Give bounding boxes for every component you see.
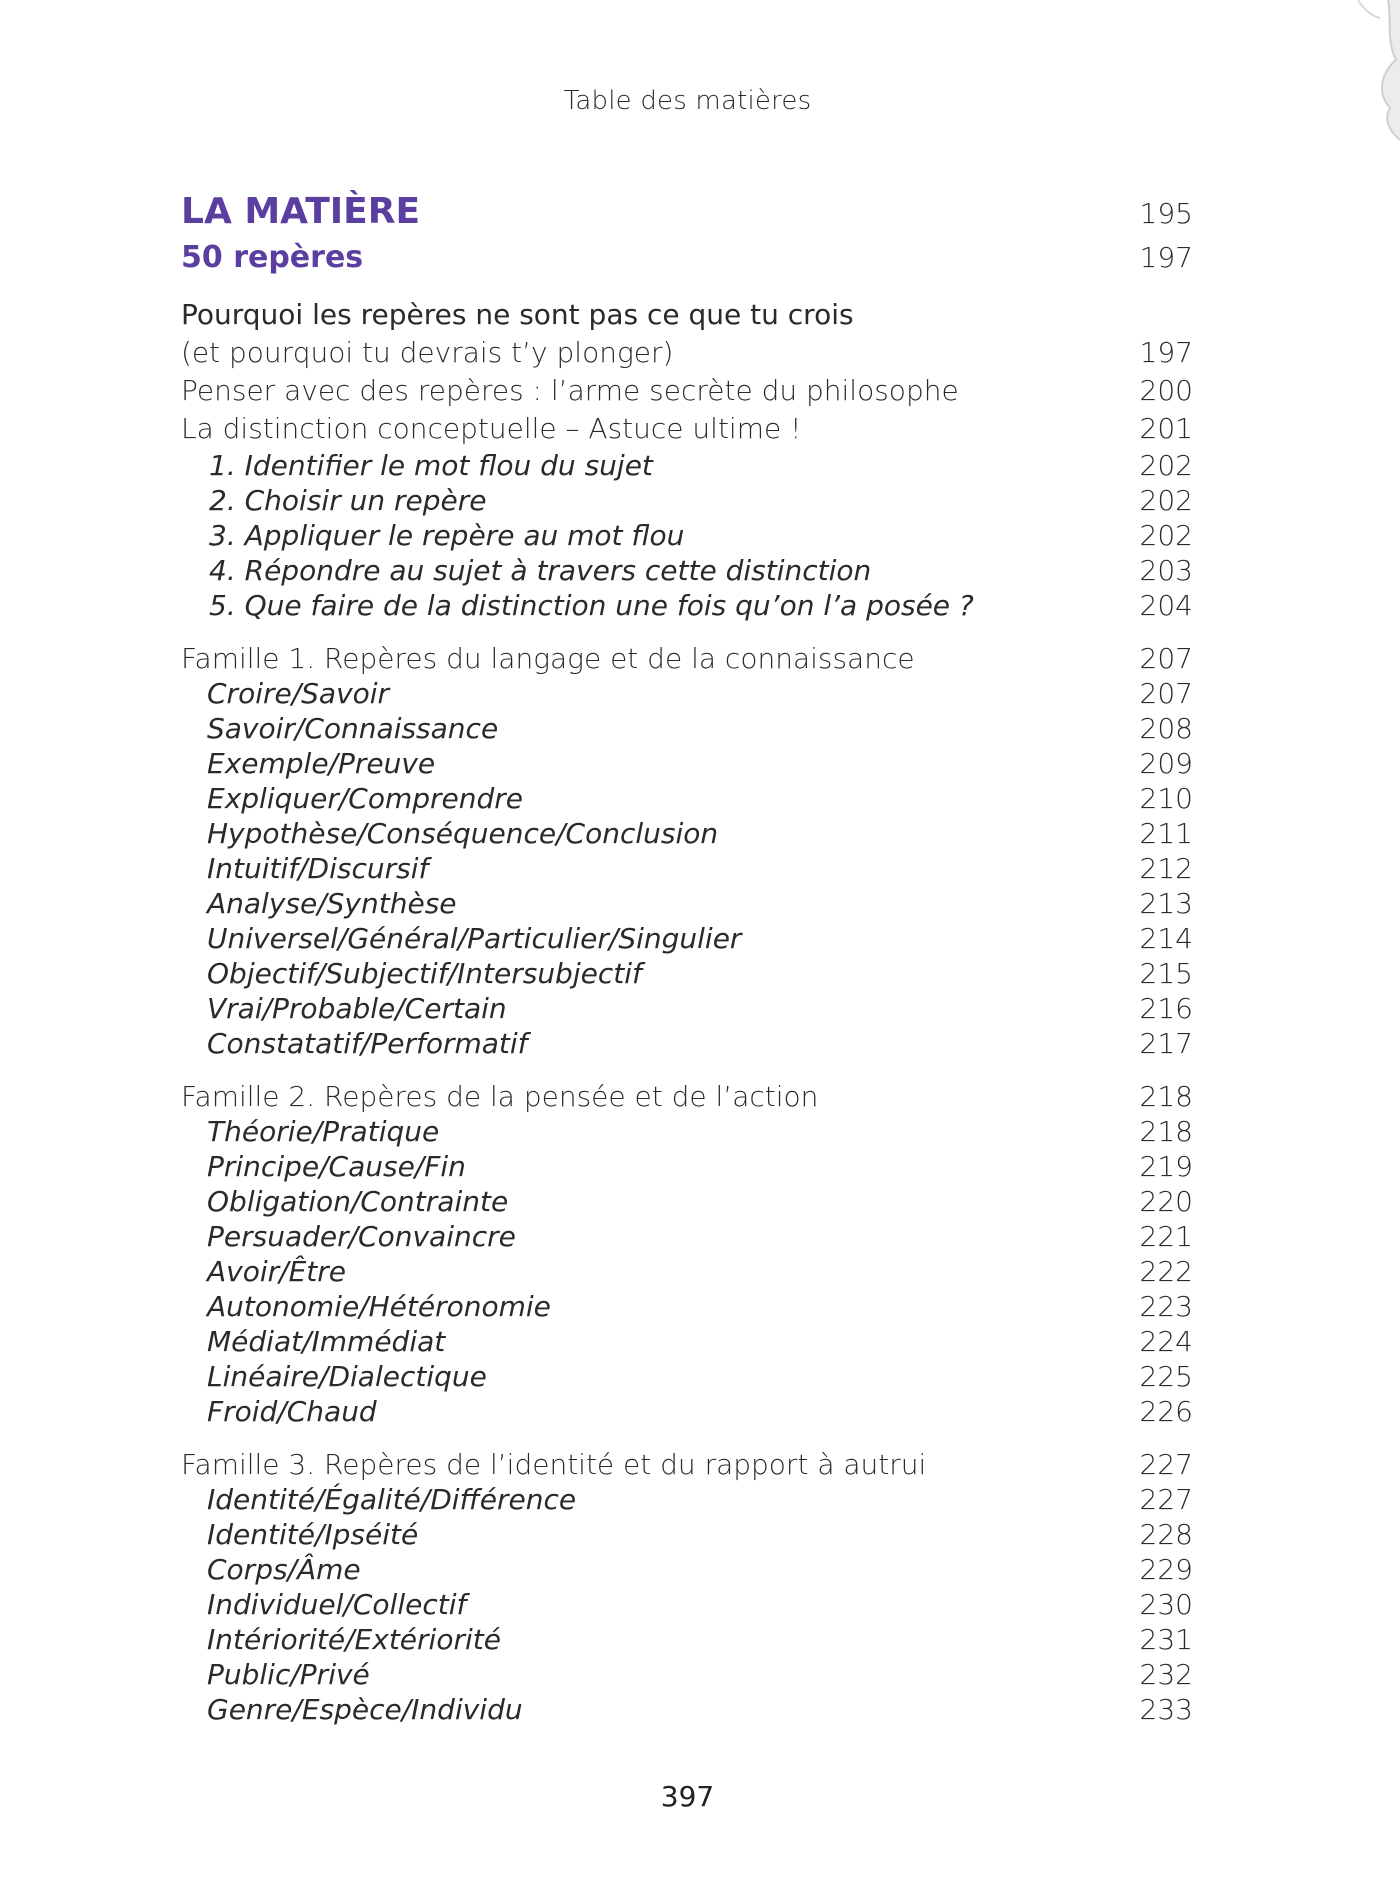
reference-entry-page: 217 bbox=[1139, 1027, 1193, 1060]
step-entry[interactable] bbox=[181, 588, 1193, 623]
family-section bbox=[181, 1079, 1193, 1429]
table-of-contents bbox=[181, 190, 1193, 1727]
reference-entry-page: 226 bbox=[1139, 1395, 1193, 1428]
reference-entry-label: Corps/Âme bbox=[207, 1553, 361, 1586]
toc-entry-page: 197 bbox=[1139, 336, 1193, 369]
reference-entry-label: Public/Privé bbox=[207, 1658, 370, 1691]
reference-entry[interactable] bbox=[181, 991, 1193, 1026]
reference-entry-page: 225 bbox=[1139, 1360, 1193, 1393]
step-entry[interactable] bbox=[181, 518, 1193, 553]
subsection-entry[interactable] bbox=[181, 240, 1193, 284]
toc-entry-label: (et pourquoi tu devrais t’y plonger) bbox=[181, 336, 674, 369]
reference-entry-label: Genre/Espèce/Individu bbox=[207, 1693, 523, 1726]
family-heading[interactable] bbox=[181, 1079, 1193, 1114]
reference-entry-label: Persuader/Convaincre bbox=[207, 1220, 516, 1253]
reference-entry-label: Principe/Cause/Fin bbox=[207, 1150, 466, 1183]
toc-entry-label: La distinction conceptuelle – Astuce ultime ! bbox=[181, 412, 802, 445]
family-heading-label: Famille 3. Repères de l’identité et du rapport à autrui bbox=[181, 1448, 927, 1481]
toc-entry-page: 200 bbox=[1139, 374, 1193, 407]
reference-entry[interactable] bbox=[181, 1184, 1193, 1219]
step-entry-page: 203 bbox=[1139, 554, 1193, 587]
reference-entry[interactable] bbox=[181, 851, 1193, 886]
reference-entry-page: 219 bbox=[1139, 1150, 1193, 1183]
step-entry-label: 3. Appliquer le repère au mot flou bbox=[209, 519, 685, 552]
toc-entry-page: 201 bbox=[1139, 412, 1193, 445]
intro-block bbox=[181, 296, 1193, 623]
reference-entry-label: Intuitif/Discursif bbox=[207, 852, 429, 885]
reference-entry-label: Autonomie/Hétéronomie bbox=[207, 1290, 551, 1323]
reference-entry[interactable] bbox=[181, 1219, 1193, 1254]
reference-entry-page: 230 bbox=[1139, 1588, 1193, 1621]
reference-entry-page: 209 bbox=[1139, 747, 1193, 780]
reference-entry-page: 222 bbox=[1139, 1255, 1193, 1288]
family-section bbox=[181, 1447, 1193, 1727]
reference-entry-label: Universel/Général/Particulier/Singulier bbox=[207, 922, 742, 955]
reference-entry[interactable] bbox=[181, 1482, 1193, 1517]
step-entry-page: 202 bbox=[1139, 519, 1193, 552]
reference-entry-page: 227 bbox=[1139, 1483, 1193, 1516]
reference-entry-page: 223 bbox=[1139, 1290, 1193, 1323]
step-entry[interactable] bbox=[181, 448, 1193, 483]
reference-entry-page: 216 bbox=[1139, 992, 1193, 1025]
family-heading-page: 207 bbox=[1139, 642, 1193, 675]
reference-entry[interactable] bbox=[181, 956, 1193, 991]
reference-entry-label: Constatatif/Performatif bbox=[207, 1027, 528, 1060]
reference-entry-label: Linéaire/Dialectique bbox=[207, 1360, 487, 1393]
reference-entry[interactable] bbox=[181, 676, 1193, 711]
reference-entry[interactable] bbox=[181, 1622, 1193, 1657]
reference-entry[interactable] bbox=[181, 921, 1193, 956]
toc-entry[interactable] bbox=[181, 410, 1193, 448]
family-heading-label: Famille 1. Repères du langage et de la connaissance bbox=[181, 642, 915, 675]
reference-entry-page: 231 bbox=[1139, 1623, 1193, 1656]
reference-entry[interactable] bbox=[181, 1692, 1193, 1727]
reference-entry-page: 211 bbox=[1139, 817, 1193, 850]
section-title: LA MATIÈRE bbox=[181, 191, 421, 232]
reference-entry-page: 218 bbox=[1139, 1115, 1193, 1148]
reference-entry-label: Identité/Égalité/Différence bbox=[207, 1483, 577, 1516]
reference-entry-page: 233 bbox=[1139, 1693, 1193, 1726]
step-entry-label: 1. Identifier le mot flou du sujet bbox=[209, 449, 653, 482]
reference-entry[interactable] bbox=[181, 1657, 1193, 1692]
reference-entry[interactable] bbox=[181, 1517, 1193, 1552]
section-page: 195 bbox=[1139, 197, 1193, 230]
reference-entry[interactable] bbox=[181, 1026, 1193, 1061]
reference-entry-label: Avoir/Être bbox=[207, 1255, 346, 1288]
step-entry-page: 204 bbox=[1139, 589, 1193, 622]
step-entry[interactable] bbox=[181, 483, 1193, 518]
family-section bbox=[181, 641, 1193, 1061]
family-heading[interactable] bbox=[181, 641, 1193, 676]
reference-entry-label: Analyse/Synthèse bbox=[207, 887, 457, 920]
step-entry-page: 202 bbox=[1139, 484, 1193, 517]
reference-entry-page: 213 bbox=[1139, 887, 1193, 920]
family-heading-page: 218 bbox=[1139, 1080, 1193, 1113]
reference-entry-label: Médiat/Immédiat bbox=[207, 1325, 446, 1358]
reference-entry[interactable] bbox=[181, 1254, 1193, 1289]
reference-entry-page: 229 bbox=[1139, 1553, 1193, 1586]
intro-heading-line: Pourquoi les repères ne sont pas ce que tu crois bbox=[181, 298, 854, 331]
reference-entry-label: Obligation/Contrainte bbox=[207, 1185, 509, 1218]
reference-entry[interactable] bbox=[181, 711, 1193, 746]
reference-entry-page: 224 bbox=[1139, 1325, 1193, 1358]
reference-entry-label: Identité/Ipséité bbox=[207, 1518, 419, 1551]
reference-entry-page: 210 bbox=[1139, 782, 1193, 815]
reference-entry[interactable] bbox=[181, 746, 1193, 781]
families-block bbox=[181, 641, 1193, 1727]
reference-entry-label: Froid/Chaud bbox=[207, 1395, 377, 1428]
reference-entry-label: Intériorité/Extériorité bbox=[207, 1623, 501, 1656]
subsection-page: 197 bbox=[1139, 241, 1193, 274]
step-entry-label: 5. Que faire de la distinction une fois qu’on l’a posée ? bbox=[209, 589, 974, 622]
section-entry[interactable] bbox=[181, 190, 1193, 234]
running-head: Table des matières bbox=[563, 86, 812, 116]
torn-paper-decoration bbox=[1160, 0, 1400, 260]
reference-entry[interactable] bbox=[181, 1289, 1193, 1324]
reference-entry-page: 215 bbox=[1139, 957, 1193, 990]
reference-entry[interactable] bbox=[181, 886, 1193, 921]
step-entry[interactable] bbox=[181, 553, 1193, 588]
reference-entry[interactable] bbox=[181, 1359, 1193, 1394]
step-entry-label: 4. Répondre au sujet à travers cette distinction bbox=[209, 554, 872, 587]
reference-entry[interactable] bbox=[181, 1587, 1193, 1622]
reference-entry-page: 220 bbox=[1139, 1185, 1193, 1218]
family-heading[interactable] bbox=[181, 1447, 1193, 1482]
reference-entry-page: 208 bbox=[1139, 712, 1193, 745]
reference-entry[interactable] bbox=[181, 816, 1193, 851]
reference-entry-label: Objectif/Subjectif/Intersubjectif bbox=[207, 957, 642, 990]
reference-entry-page: 207 bbox=[1139, 677, 1193, 710]
toc-entry-label: Penser avec des repères : l’arme secrète du philosophe bbox=[181, 374, 959, 407]
reference-entry-label: Exemple/Preuve bbox=[207, 747, 436, 780]
reference-entry-label: Hypothèse/Conséquence/Conclusion bbox=[207, 817, 719, 850]
reference-entry-page: 214 bbox=[1139, 922, 1193, 955]
step-entry-page: 202 bbox=[1139, 449, 1193, 482]
reference-entry-page: 221 bbox=[1139, 1220, 1193, 1253]
family-heading-page: 227 bbox=[1139, 1448, 1193, 1481]
reference-entry-page: 212 bbox=[1139, 852, 1193, 885]
page-number: 397 bbox=[660, 1780, 715, 1813]
reference-entry[interactable] bbox=[181, 1114, 1193, 1149]
reference-entry[interactable] bbox=[181, 781, 1193, 816]
reference-entry-label: Vrai/Probable/Certain bbox=[207, 992, 507, 1025]
toc-entry[interactable] bbox=[181, 372, 1193, 410]
reference-entry-page: 228 bbox=[1139, 1518, 1193, 1551]
reference-entry-label: Croire/Savoir bbox=[207, 677, 390, 710]
reference-entry[interactable] bbox=[181, 1394, 1193, 1429]
reference-entry[interactable] bbox=[181, 1149, 1193, 1184]
toc-entry[interactable] bbox=[181, 334, 1193, 372]
reference-entry-label: Savoir/Connaissance bbox=[207, 712, 499, 745]
family-heading-label: Famille 2. Repères de la pensée et de l’action bbox=[181, 1080, 819, 1113]
reference-entry-label: Expliquer/Comprendre bbox=[207, 782, 524, 815]
reference-entry[interactable] bbox=[181, 1324, 1193, 1359]
reference-entry[interactable] bbox=[181, 1552, 1193, 1587]
step-entry-label: 2. Choisir un repère bbox=[209, 484, 487, 517]
reference-entry-label: Théorie/Pratique bbox=[207, 1115, 440, 1148]
subsection-title: 50 repères bbox=[181, 240, 364, 275]
reference-entry-page: 232 bbox=[1139, 1658, 1193, 1691]
reference-entry-label: Individuel/Collectif bbox=[207, 1588, 467, 1621]
